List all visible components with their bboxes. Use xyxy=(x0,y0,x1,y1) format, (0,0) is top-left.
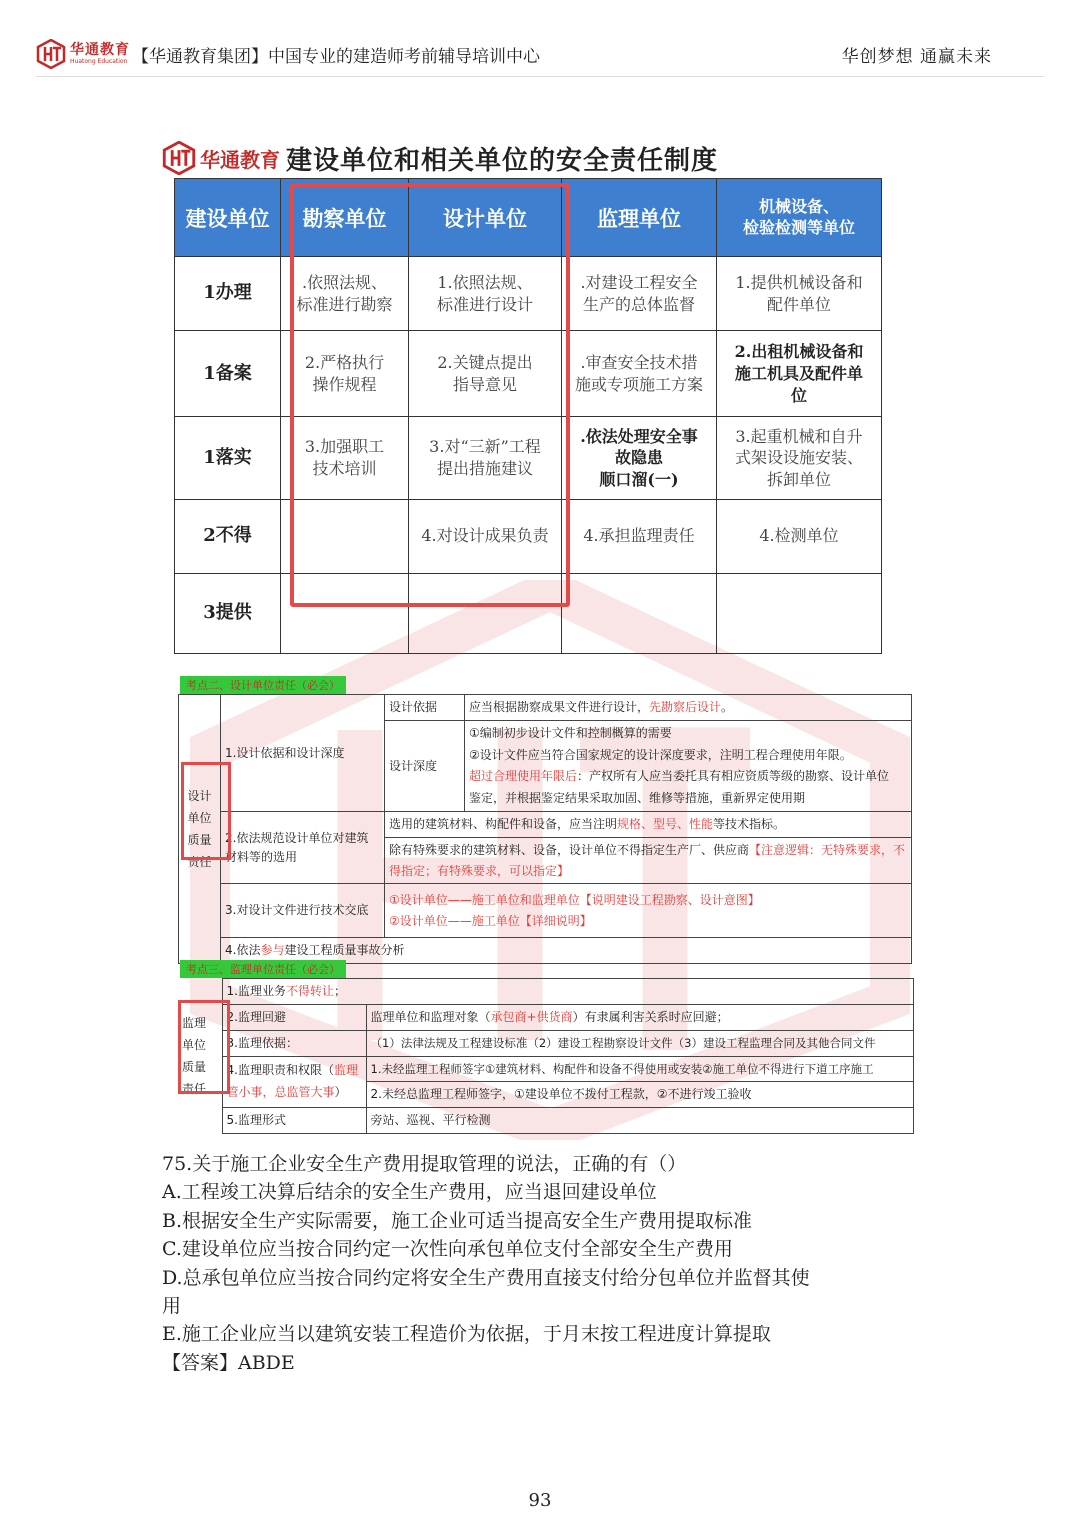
avoidance-label: 2.监理回避 xyxy=(222,1005,366,1031)
header-logo xyxy=(36,39,130,69)
avoidance-text: 监理单位和监理对象（承包商+供货商）有隶属利害关系时应回避； xyxy=(366,1005,913,1031)
column-header: 勘察单位 xyxy=(281,179,409,257)
basis-label-2: 3.监理依据： xyxy=(222,1031,366,1057)
question-option: B.根据安全生产实际需要，施工企业可适当提高安全生产费用提取标准 xyxy=(162,1209,753,1232)
side-label-char: 责任 xyxy=(182,1082,207,1097)
basis-text-2: （1）法律法规及工程建设标准（2）建设工程勘察设计文件（3）建设工程监理合同及其他合同文件 xyxy=(366,1031,913,1057)
side-label-char: 设计 xyxy=(187,789,212,804)
side-label-char: 质量 xyxy=(187,833,212,848)
supervision-unit-table xyxy=(178,978,914,1134)
question-option: E.施工企业应当以建筑安装工程造价为依据，于月末按工程进度计算提取 xyxy=(162,1323,771,1346)
side-label-char: 单位 xyxy=(187,811,212,826)
table-cell: 4.检测单位 xyxy=(717,499,882,573)
table-cell: .审查安全技术措 施或专项施工方案 xyxy=(562,331,717,417)
depth-label: 设计深度 xyxy=(385,721,465,812)
table-cell: .对建设工程安全 生产的总体监督 xyxy=(562,257,717,331)
design-supervision-figure xyxy=(178,674,913,1128)
form-text: 旁站、巡视、平行检测 xyxy=(366,1108,913,1134)
table-cell: 2.严格执行 操作规程 xyxy=(281,331,409,417)
question-block xyxy=(162,1150,922,1377)
logo-name-cn: 华通教育 xyxy=(70,42,130,58)
tech-disclosure-label: 3.对设计文件进行技术交底 xyxy=(221,884,385,938)
question-option: A.工程竣工决算后结余的安全生产费用，应当退回建设单位 xyxy=(162,1181,657,1204)
table-cell: .依照法规、 标准进行勘察 xyxy=(281,257,409,331)
header-title: 【华通教育集团】中国专业的建造师考前辅导培训中心 xyxy=(132,46,540,67)
table-cell xyxy=(562,573,717,653)
table-cell: 3.对“三新”工程 提出措施建议 xyxy=(409,417,562,499)
side-label-char: 质量 xyxy=(182,1060,207,1075)
figure1-title: 建设单位和相关单位的安全责任制度 xyxy=(286,145,719,176)
page-number: 93 xyxy=(528,1490,552,1511)
table-cell: 2.关键点提出 指导意见 xyxy=(409,331,562,417)
material-selection-label: 2.依法规范设计单位对建筑材料等的选用 xyxy=(221,812,385,884)
material-text-1: 选用的建筑材料、构配件和设备，应当注明规格、型号、性能等技术指标。 xyxy=(385,812,912,838)
design-unit-table xyxy=(178,694,912,964)
highlight-box xyxy=(181,762,231,860)
material-text-2: 除有特殊要求的建筑材料、设备，设计单位不得指定生产厂、供应商【注意逻辑：无特殊要求，不得指定；有特殊要求，可以指定】 xyxy=(385,838,912,884)
highlight-box xyxy=(290,183,570,607)
table-cell: 2.出租机械设备和 施工机具及配件单 位 xyxy=(717,331,882,417)
column-header: 机械设备、 检验检测等单位 xyxy=(717,179,882,257)
supervision-no-transfer: 1.监理业务不得转让； xyxy=(222,979,913,1005)
header-slogan: 华创梦想 通赢未来 xyxy=(841,46,992,67)
depth-text: ①编制初步设计文件和控制概算的需要 ②设计文件应当符合国家规定的设计深度要求，注明工程合理使用年限。 超过合理使用年限后：产权所有人应当委托具有相应资质等级的勘察、设计单位 鉴定，并根据鉴定结果采取加固、维修等措施，重新界定使用期 xyxy=(465,721,912,812)
figure1-logo xyxy=(162,141,280,175)
tech-disclosure-text: ①设计单位——施工单位和监理单位【说明建设工程勘察、设计意图】 ②设计单位——施工单位【详细说明】 xyxy=(385,884,912,938)
accident-analysis-row: 4.依法参与建设工程质量事故分析 xyxy=(221,938,912,964)
logo-name-en: Huatong Education xyxy=(70,58,128,65)
answer: 【答案】ABDE xyxy=(162,1351,295,1374)
row-header: 1办理 xyxy=(175,257,281,331)
row-header: 1落实 xyxy=(175,417,281,499)
row-header: 3提供 xyxy=(175,573,281,653)
question-stem: 75.关于施工企业安全生产费用提取管理的说法，正确的有（） xyxy=(162,1153,687,1175)
highlight-box xyxy=(178,1000,230,1094)
side-label-char: 监理 xyxy=(182,1016,207,1031)
header-divider xyxy=(36,76,1044,77)
figure1-logo-text: 华通教育 xyxy=(200,147,280,172)
topic-tag-design: 考点二、设计单位责任（必会） xyxy=(180,676,346,694)
design-basis-depth-label: 1.设计依据和设计深度 xyxy=(221,695,385,812)
basis-label: 设计依据 xyxy=(385,695,465,721)
figure1-title-bar xyxy=(162,138,882,178)
row-header: 2不得 xyxy=(175,499,281,573)
question-option: D.总承包单位应当按合同约定将安全生产费用直接支付给分包单位并监督其使 用 xyxy=(162,1266,810,1318)
side-label-char: 责任 xyxy=(187,855,212,870)
duty-text-2: 2.未经总监理工程师签字，①建设单位不拨付工程款，②不进行竣工验收 xyxy=(366,1082,913,1108)
table-cell: 4.承担监理责任 xyxy=(562,499,717,573)
row-header: 1备案 xyxy=(175,331,281,417)
side-label-char: 单位 xyxy=(182,1038,207,1053)
page-header xyxy=(36,36,992,72)
form-label: 5.监理形式 xyxy=(222,1108,366,1134)
huatong-logo-icon xyxy=(36,39,66,69)
topic-tag-supervision: 考点三、监理单位责任（必会） xyxy=(180,960,346,978)
table-cell: 3.加强职工 技术培训 xyxy=(281,417,409,499)
basis-text: 应当根据勘察成果文件进行设计，先勘察后设计。 xyxy=(465,695,912,721)
column-header: 监理单位 xyxy=(562,179,717,257)
table-cell: 4.对设计成果负责 xyxy=(409,499,562,573)
duty-text-1: 1.未经监理工程师签字①建筑材料、构配件和设备不得使用或安装②施工单位不得进行下道工序施工 xyxy=(366,1057,913,1082)
huatong-logo-icon xyxy=(162,141,196,175)
table-cell: 1.依照法规、 标准进行设计 xyxy=(409,257,562,331)
table-cell: 3.起重机械和自升 式架设设施安装、 拆卸单位 xyxy=(717,417,882,499)
table-cell xyxy=(717,573,882,653)
column-header: 设计单位 xyxy=(409,179,562,257)
question-option: C.建设单位应当按合同约定一次性向承包单位支付全部安全生产费用 xyxy=(162,1238,733,1261)
column-header: 建设单位 xyxy=(175,179,281,257)
table-cell: 1.提供机械设备和 配件单位 xyxy=(717,257,882,331)
duty-authority-label: 4.监理职责和权限（监理管小事，总监管大事） xyxy=(222,1057,366,1108)
table-cell: .依法处理安全事 故隐患 顺口溜(一) xyxy=(562,417,717,499)
